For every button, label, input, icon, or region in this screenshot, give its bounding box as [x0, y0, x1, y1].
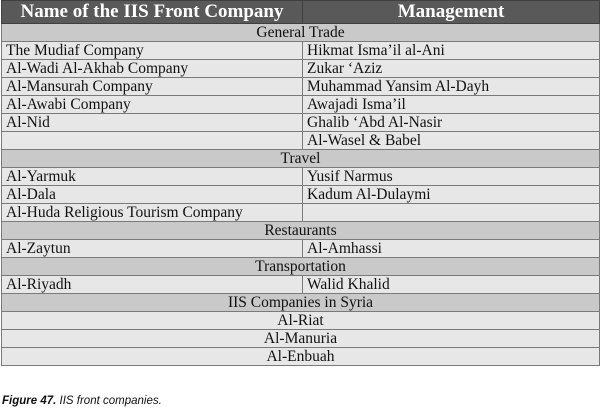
company-cell: Al-Riyadh	[2, 276, 303, 294]
table-row	[2, 348, 600, 366]
company-cell: Al-Yarmuk	[2, 168, 303, 186]
management-cell: Kadum Al-Dulaymi	[303, 186, 600, 204]
section-label: General Trade	[2, 24, 600, 42]
management-cell: Awajadi Isma’il	[303, 96, 600, 114]
company-cell: Al-Huda Religious Tourism Company	[2, 204, 303, 222]
table-row	[2, 312, 600, 330]
table-row	[2, 168, 600, 186]
company-cell: Al-Wadi Al-Akhab Company	[2, 60, 303, 78]
section-general-trade	[2, 24, 600, 42]
header-row	[2, 1, 600, 24]
header-management: Management	[303, 1, 600, 24]
section-label: IIS Companies in Syria	[2, 294, 600, 312]
syria-company-cell: Al-Manuria	[2, 330, 600, 348]
section-transportation	[2, 258, 600, 276]
management-cell: Ghalib ‘Abd Al-Nasir	[303, 114, 600, 132]
syria-company-cell: Al-Riat	[2, 312, 600, 330]
section-label: Travel	[2, 150, 600, 168]
table-row	[2, 132, 600, 150]
company-cell: Al-Awabi Company	[2, 96, 303, 114]
table-row	[2, 60, 600, 78]
table-row	[2, 96, 600, 114]
table-row	[2, 204, 600, 222]
table-row	[2, 330, 600, 348]
table-row	[2, 78, 600, 96]
management-cell: Yusif Narmus	[303, 168, 600, 186]
section-label: Transportation	[2, 258, 600, 276]
table-row	[2, 186, 600, 204]
figure-caption-text: IIS front companies.	[56, 395, 162, 407]
table-row	[2, 42, 600, 60]
header-company: Name of the IIS Front Company	[2, 1, 303, 24]
management-cell: Al-Amhassi	[303, 240, 600, 258]
section-label: Restaurants	[2, 222, 600, 240]
table-row	[2, 114, 600, 132]
table-container	[1, 0, 599, 366]
figure-label: Figure 47.	[2, 395, 57, 407]
section-restaurants	[2, 222, 600, 240]
table-row	[2, 276, 600, 294]
company-cell	[2, 132, 303, 150]
front-companies-table	[1, 0, 600, 366]
management-cell: Walid Khalid	[303, 276, 600, 294]
syria-company-cell: Al-Enbuah	[2, 348, 600, 366]
management-cell: Hikmat Isma’il al-Ani	[303, 42, 600, 60]
company-cell: Al-Dala	[2, 186, 303, 204]
management-cell	[303, 204, 600, 222]
management-cell: Muhammad Yansim Al-Dayh	[303, 78, 600, 96]
management-cell: Al-Wasel & Babel	[303, 132, 600, 150]
company-cell: Al-Zaytun	[2, 240, 303, 258]
section-travel	[2, 150, 600, 168]
table-row	[2, 240, 600, 258]
section-syria	[2, 294, 600, 312]
company-cell: Al-Mansurah Company	[2, 78, 303, 96]
company-cell: Al-Nid	[2, 114, 303, 132]
management-cell: Zukar ‘Aziz	[303, 60, 600, 78]
figure-caption	[2, 395, 162, 407]
company-cell: The Mudiaf Company	[2, 42, 303, 60]
